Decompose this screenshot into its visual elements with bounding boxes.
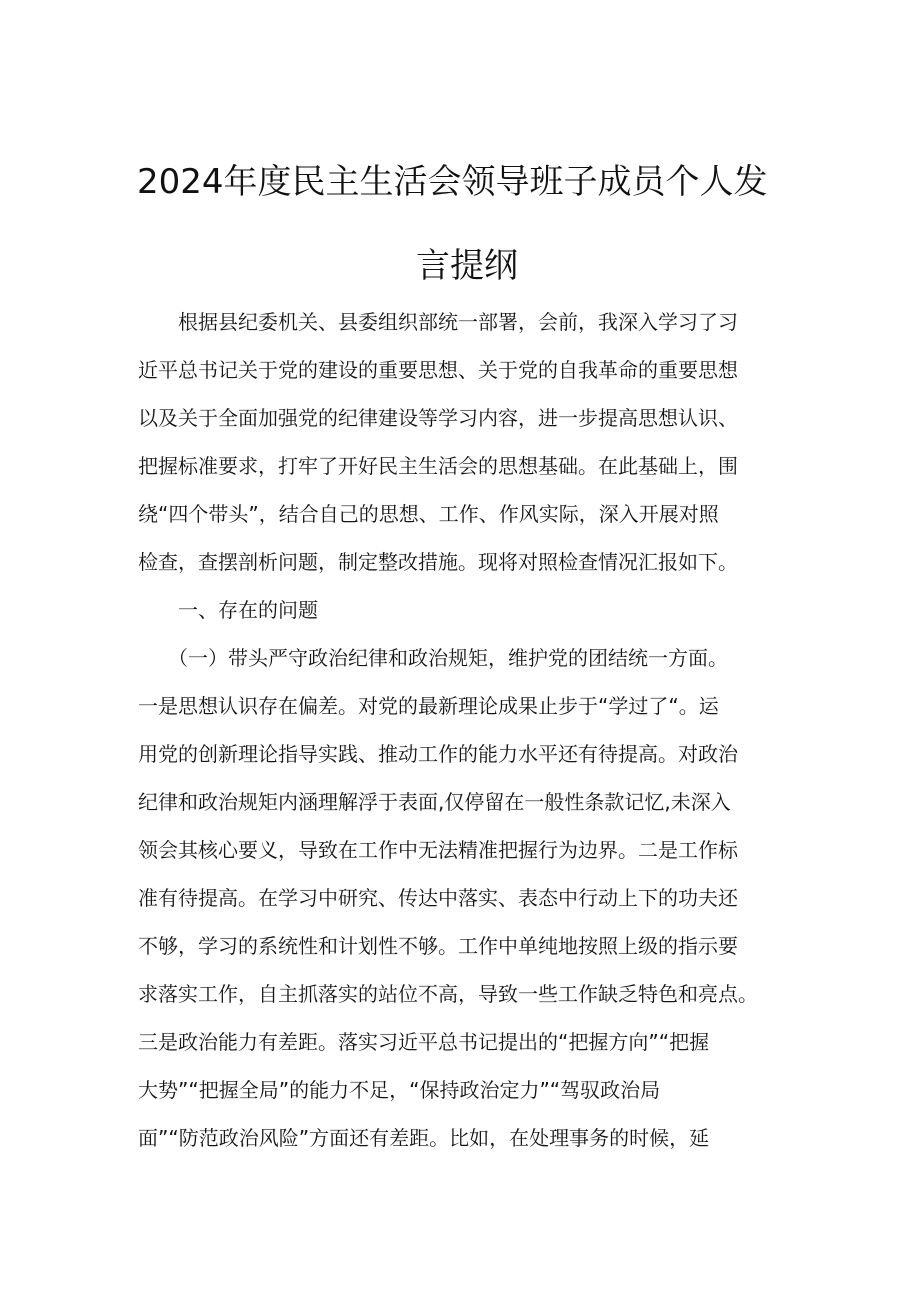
body-line: 纪律和政治规矩内涵理解浮于表面,仅停留在一般性条款记忆,未深入 <box>138 790 731 814</box>
body-line: 不够，学习的系统性和计划性不够。工作中单纯地按照上级的指示要 <box>138 934 738 958</box>
body-line: 求落实工作，自主抓落实的站位不高，导致一些工作缺乏特色和亮点。 <box>138 982 758 1006</box>
body-line: 准有待提高。在学习中研究、传达中落实、表态中行动上下的功夫还 <box>138 886 738 910</box>
body-line: 以及关于全面加强党的纪律建设等学习内容，进一步提高思想认识、 <box>138 406 738 430</box>
document-title-line-2: 言提纲 <box>416 246 518 286</box>
body-line: 把握标准要求，打牢了开好民主生活会的思想基础。在此基础上，围 <box>138 454 738 478</box>
subsection-heading: （一）带头严守政治纪律和政治规矩，维护党的团结统一方面。 <box>138 646 728 670</box>
document-title-line-1: 2024年度民主生活会领导班子成员个人发 <box>137 162 768 202</box>
body-line: 一是思想认识存在偏差。对党的最新理论成果止步于“学过了“。运 <box>138 694 719 718</box>
body-line: 检查，查摆剖析问题，制定整改措施。现将对照检查情况汇报如下。 <box>138 550 738 574</box>
body-line: 三是政治能力有差距。落实习近平总书记提出的“把握方向”“把握 <box>138 1030 710 1054</box>
document-body <box>138 298 798 1162</box>
body-line: 领会其核心要义，导致在工作中无法精准把握行为边界。二是工作标 <box>138 838 738 862</box>
body-line: 绕“四个带头”，结合自己的思想、工作、作风实际，深入开展对照 <box>138 502 719 526</box>
body-line: 大势”“把握全局”的能力不足，“保持政治定力”“驾驭政治局 <box>138 1078 661 1102</box>
body-line: 用党的创新理论指导实践、推动工作的能力水平还有待提高。对政治 <box>138 742 738 766</box>
body-line: 面”“防范政治风险”方面还有差距。比如，在处理事务的时候，延 <box>138 1126 710 1150</box>
body-line: 近平总书记关于党的建设的重要思想、关于党的自我革命的重要思想 <box>138 358 738 382</box>
section-heading: 一、存在的问题 <box>138 598 318 622</box>
body-line: 根据县纪委机关、县委组织部统一部署，会前，我深入学习了习 <box>138 310 738 334</box>
